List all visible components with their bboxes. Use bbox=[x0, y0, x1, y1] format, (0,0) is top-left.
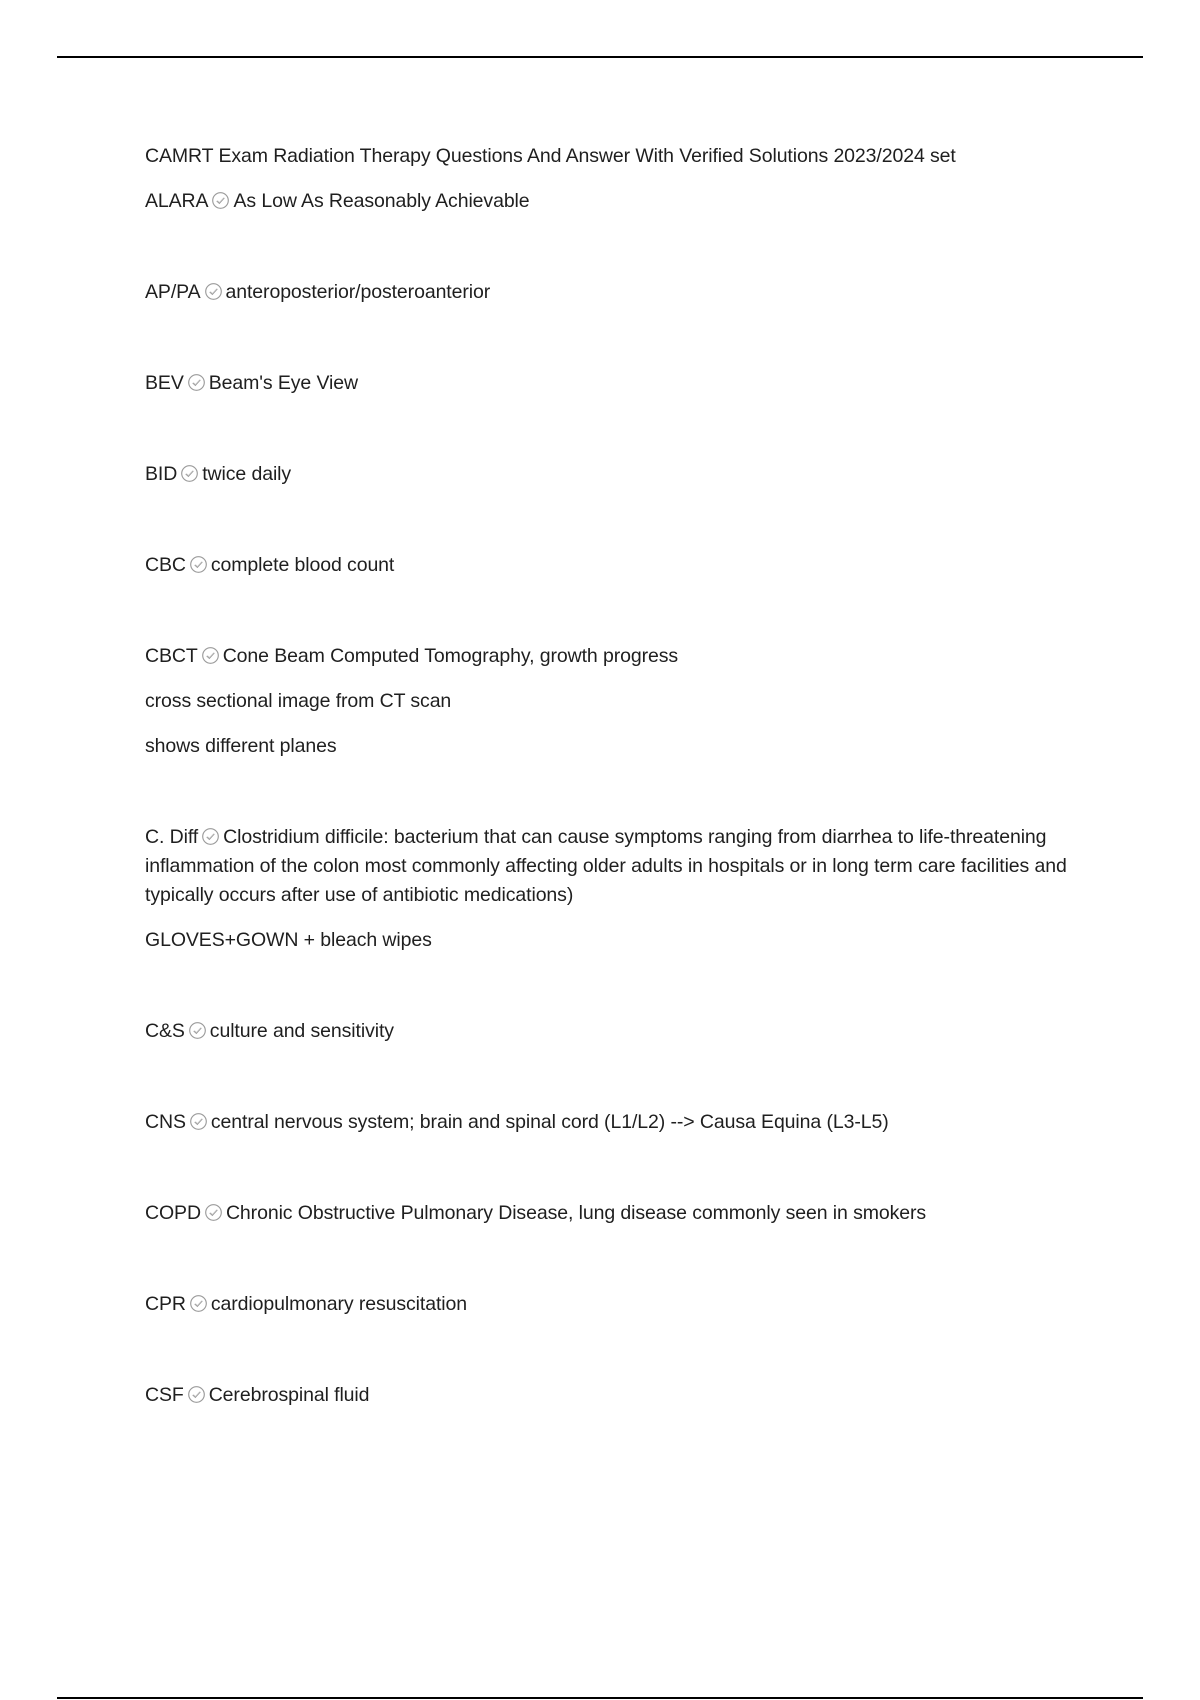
glossary-definition: anteroposterior/posteroanterior bbox=[225, 281, 491, 303]
glossary-definition: central nervous system; brain and spinal cord (L1/L2) --> Causa Equina (L3-L5) bbox=[210, 1111, 889, 1133]
glossary-definition: complete blood count bbox=[210, 554, 395, 576]
check-circle-icon bbox=[201, 646, 220, 665]
check-circle-icon bbox=[204, 1203, 223, 1222]
glossary-definition: Clostridium difficile: bacterium that can cause symptoms ranging from diarrhea to life-threatening inflammation of the colon most commonly affecting older adults in hospitals or in long term care facilities and typically occurs after use of antibiotic medications) bbox=[145, 826, 1067, 906]
glossary-entry-line bbox=[145, 460, 1085, 489]
check-circle-icon bbox=[189, 555, 208, 574]
glossary-term: CBC bbox=[145, 554, 186, 576]
top-rule bbox=[57, 56, 1143, 58]
check-circle-icon bbox=[211, 191, 230, 210]
glossary-definition: As Low As Reasonably Achievable bbox=[233, 190, 530, 212]
glossary-definition: Beam's Eye View bbox=[208, 372, 358, 394]
check-circle-icon bbox=[188, 1021, 207, 1040]
glossary-entry-line bbox=[145, 278, 1085, 307]
glossary-term: BID bbox=[145, 463, 178, 485]
document-title: CAMRT Exam Radiation Therapy Questions And Answer With Verified Solutions 2023/2024 set bbox=[145, 145, 956, 167]
glossary-note: cross sectional image from CT scan bbox=[145, 690, 452, 712]
glossary-entry-line bbox=[145, 369, 1085, 398]
bottom-rule bbox=[57, 1697, 1143, 1699]
check-circle-icon bbox=[180, 464, 199, 483]
glossary-definition: Cerebrospinal fluid bbox=[208, 1384, 370, 1406]
glossary-entry-line bbox=[145, 1381, 1085, 1410]
glossary-list bbox=[145, 187, 1085, 1410]
glossary-entry bbox=[145, 1381, 1085, 1410]
glossary-entry bbox=[145, 187, 1085, 216]
glossary-entry bbox=[145, 1199, 1085, 1228]
glossary-entry bbox=[145, 369, 1085, 398]
glossary-entry bbox=[145, 642, 1085, 761]
check-circle-icon bbox=[187, 1385, 206, 1404]
glossary-entry-line bbox=[145, 1290, 1085, 1319]
glossary-definition: culture and sensitivity bbox=[209, 1020, 394, 1042]
glossary-entry-line bbox=[145, 1017, 1085, 1046]
glossary-entry-line bbox=[145, 823, 1085, 910]
glossary-term: C&S bbox=[145, 1020, 185, 1042]
glossary-term: ALARA bbox=[145, 190, 209, 212]
glossary-entry bbox=[145, 1290, 1085, 1319]
glossary-definition: Cone Beam Computed Tomography, growth progress bbox=[222, 645, 679, 667]
glossary-entry bbox=[145, 278, 1085, 307]
glossary-term: AP/PA bbox=[145, 281, 201, 303]
glossary-entry bbox=[145, 823, 1085, 955]
glossary-note: shows different planes bbox=[145, 735, 337, 757]
check-circle-icon bbox=[187, 373, 206, 392]
check-circle-icon bbox=[201, 827, 220, 846]
glossary-definition: twice daily bbox=[202, 463, 292, 485]
glossary-note: GLOVES+GOWN + bleach wipes bbox=[145, 929, 432, 951]
glossary-entry bbox=[145, 1108, 1085, 1137]
glossary-entry bbox=[145, 551, 1085, 580]
glossary-entry bbox=[145, 1017, 1085, 1046]
glossary-term: CNS bbox=[145, 1111, 186, 1133]
glossary-term: CSF bbox=[145, 1384, 184, 1406]
glossary-definition: Chronic Obstructive Pulmonary Disease, lung disease commonly seen in smokers bbox=[225, 1202, 927, 1224]
glossary-term: CPR bbox=[145, 1293, 186, 1315]
glossary-term: BEV bbox=[145, 372, 184, 394]
glossary-entry-line bbox=[145, 187, 1085, 216]
glossary-definition: cardiopulmonary resuscitation bbox=[210, 1293, 468, 1315]
glossary-term: CBCT bbox=[145, 645, 198, 667]
check-circle-icon bbox=[189, 1112, 208, 1131]
glossary-term: COPD bbox=[145, 1202, 201, 1224]
check-circle-icon bbox=[189, 1294, 208, 1313]
glossary-entry-line bbox=[145, 551, 1085, 580]
glossary-entry-line bbox=[145, 1108, 1085, 1137]
check-circle-icon bbox=[204, 282, 223, 301]
glossary-entry-line bbox=[145, 642, 1085, 671]
glossary-entry bbox=[145, 460, 1085, 489]
glossary-entry-line bbox=[145, 1199, 1085, 1228]
document-body bbox=[145, 142, 1085, 1472]
glossary-term: C. Diff bbox=[145, 826, 199, 848]
